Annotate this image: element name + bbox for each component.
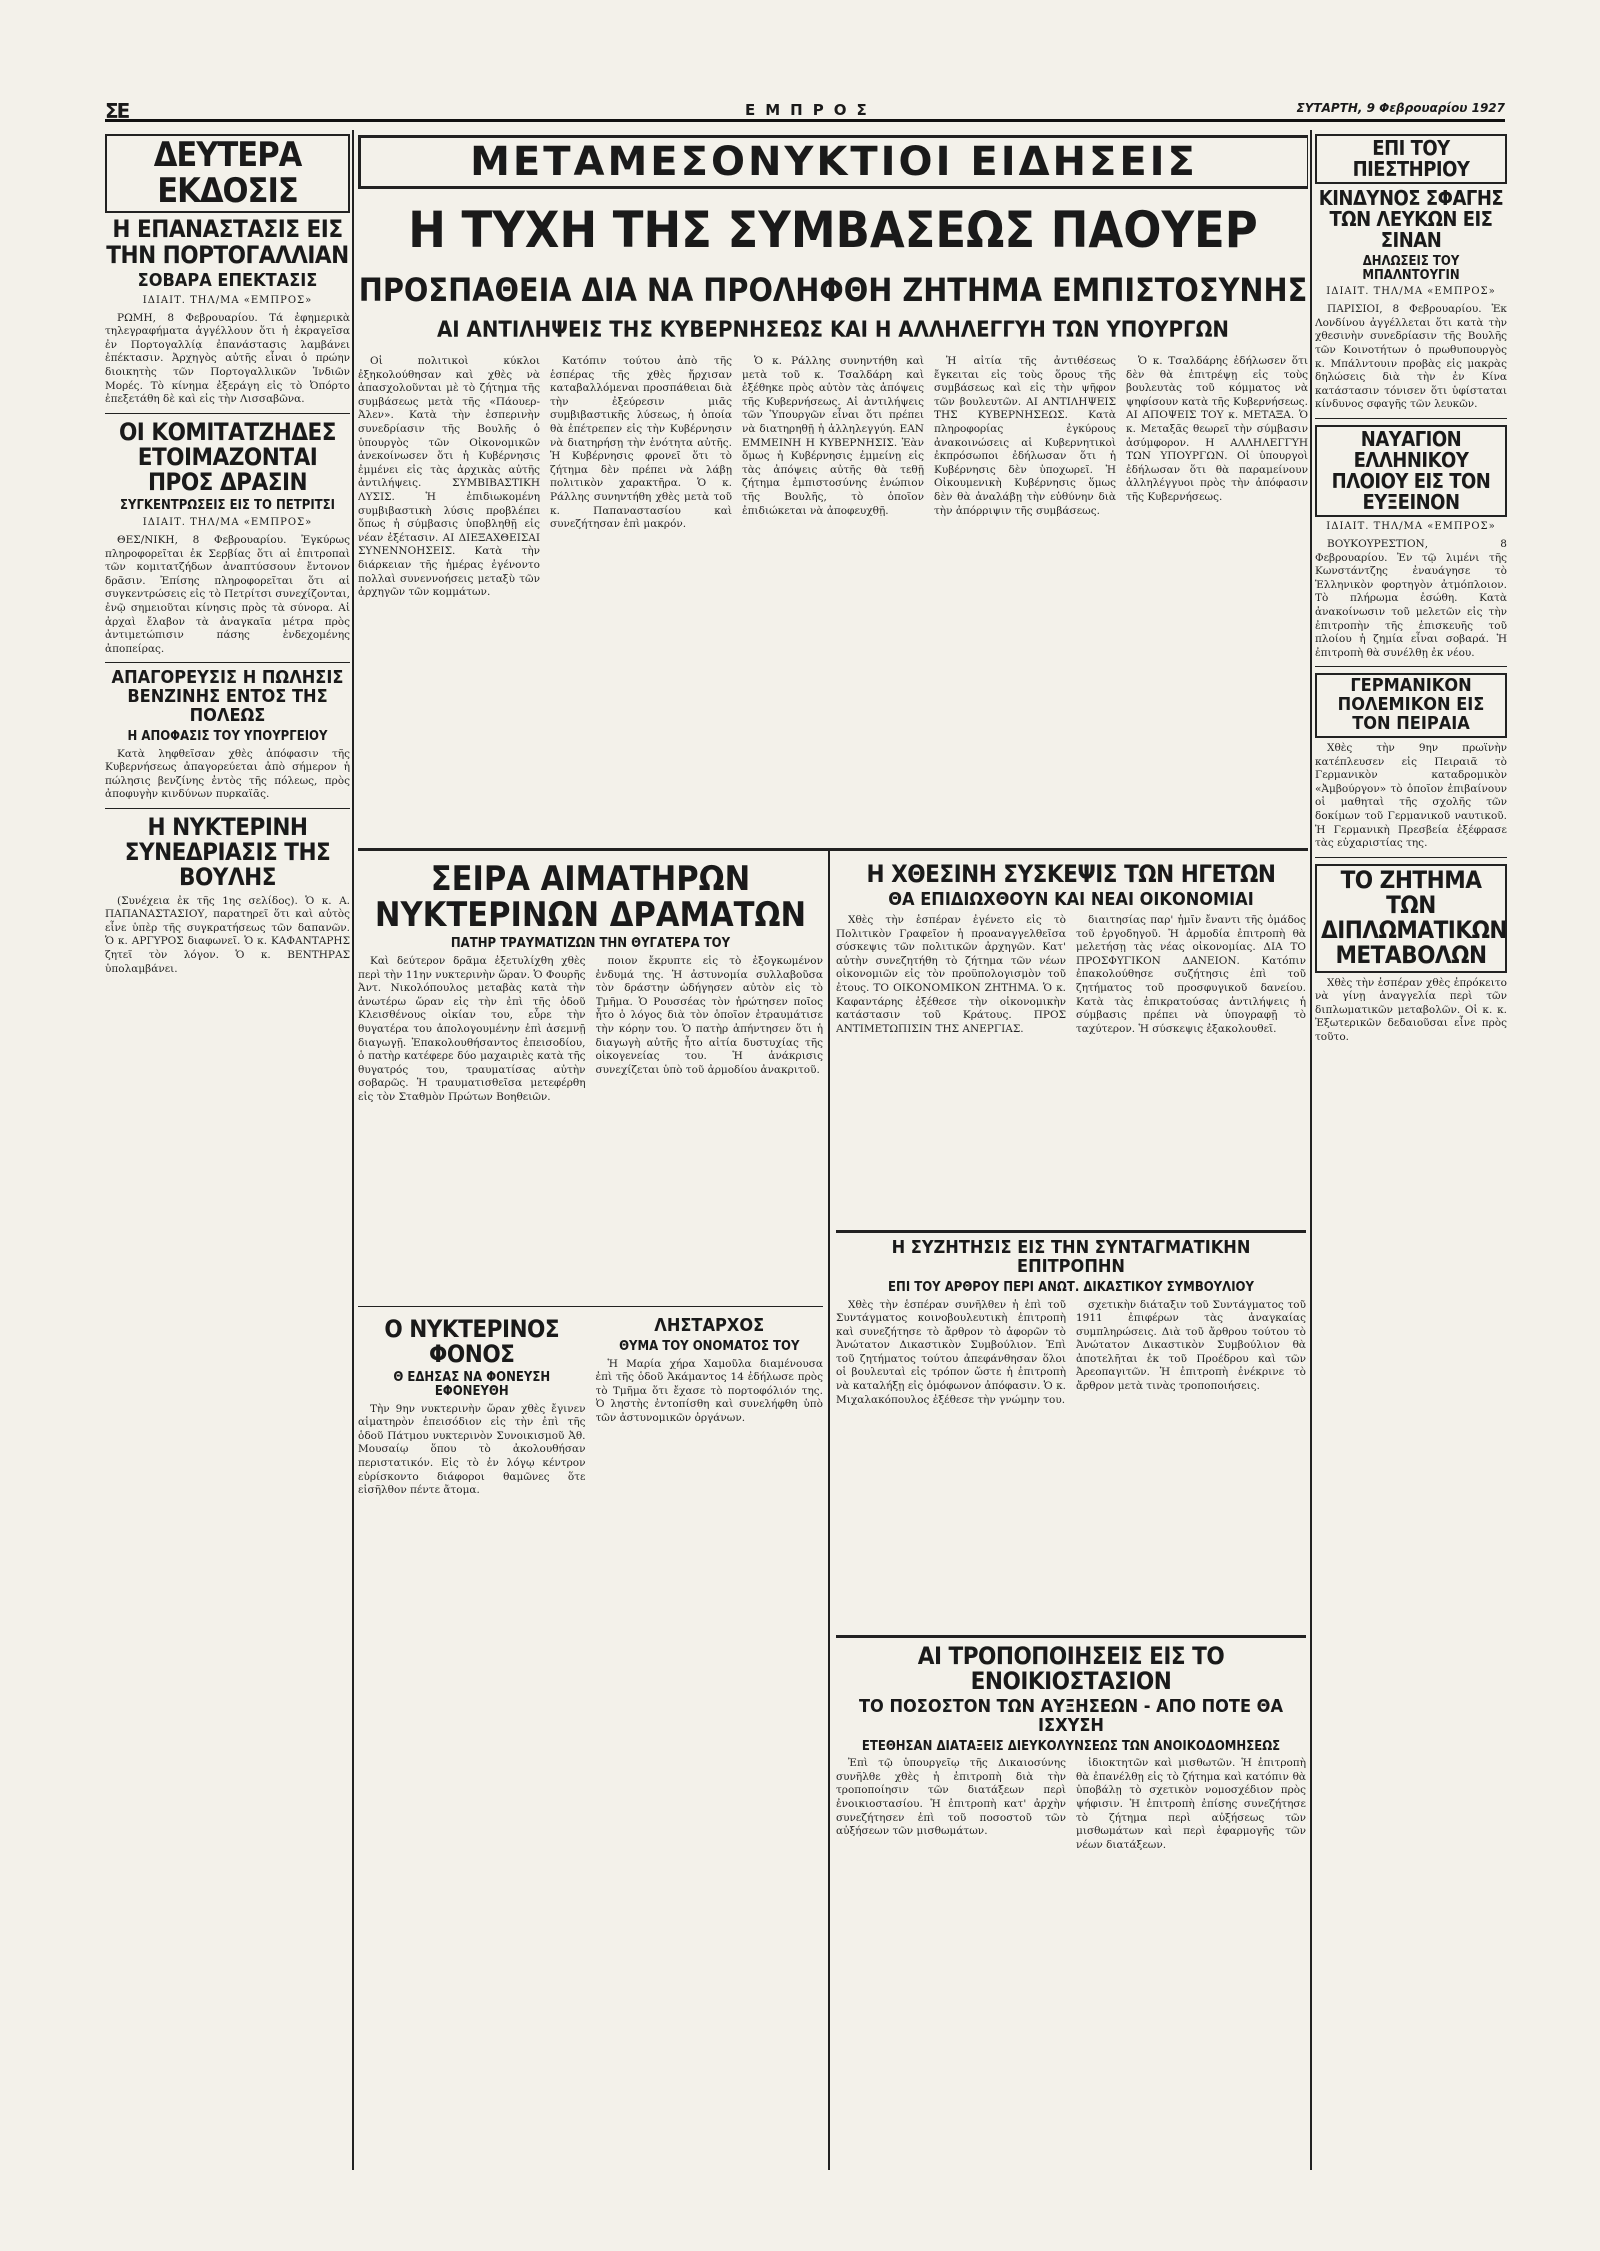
article-body: Χθὲς τὴν ἑσπέραν χθὲς ἐπρόκειτο νὰ γίνῃ ἀναγγελία περὶ τῶν διπλωματικῶν μεταβολῶν. Οἱ κ. κ. Ἐξωτερικῶν δεδαιοῦσαι εἶνε πρὸς τοῦτο. <box>1315 976 1507 1043</box>
article-title: ΑΠΑΓΟΡΕΥΣΙΣ Η ΠΩΛΗΣΙΣ ΒΕΝΖΙΝΗΣ ΕΝΤΟΣ ΤΗΣ ΠΟΛΕΩΣ <box>111 667 344 727</box>
article-meeting <box>836 858 1306 1937</box>
article-title: ΑΙ ΤΡΟΠΟΠΟΙΗΣΕΙΣ ΕΙΣ ΤΟ ΕΝΟΙΚΙΟΣΤΑΣΙΟΝ <box>917 1641 1225 1695</box>
article-body: Ὁ κ. Ράλλης συνηντήθη καὶ μετὰ τοῦ κ. Τσαλδάρη καὶ ἐξέθηκε πρὸς αὐτὸν τὰς ἀπόψεις τῆς Κυβερνήσεως. Αἱ ἀντιλήψεις τῶν Ὑπουργῶν εἶναι ὅτι πρέπει νὰ διατηρηθῇ ἡ ἀλληλεγγύη. ΕΑΝ ΕΜΜΕΙΝΗ Η ΚΥΒΕΡΝΗΣΙΣ. Ἐὰν ὅμως ἡ Κυβέρνησις ἐμμείνῃ εἰς τὰς ἀπόψεις αὐτῆς θὰ τεθῇ ζήτημα ἐμπιστοσύνης ἐνώπιον τῆς Βουλῆς, τὸ ὁποῖον ἐπιδιώκεται νὰ ἀποφευχθῇ. <box>742 355 924 517</box>
article-title: Η ΝΥΚΤΕΡΙΝΗ ΣΥΝΕΔΡΙΑΣΙΣ ΤΗΣ ΒΟΥΛΗΣ <box>124 813 331 892</box>
article-subtitle: ΔΗΛΩΣΕΙΣ ΤΟΥ ΜΠΑΛΝΤΟΥΓΙΝ <box>1362 254 1460 283</box>
right-column <box>1315 130 1507 2170</box>
article-subtitle: ΕΠΙ ΤΟΥ ΑΡΘΡΟΥ ΠΕΡΙ ΑΝΩΤ. ΔΙΚΑΣΤΙΚΟΥ ΣΥΜΒΟΥΛΙΟΥ <box>888 1279 1254 1295</box>
article-body: σχετικὴν διάταξιν τοῦ Συντάγματος τοῦ 1911 ἐπιφέρων τὰς ἀναγκαίας συμπληρώσεις. Διὰ τοῦ ἄρθρου τούτου τὸ Ἀνώτατον Δικαστικὸν Συμβούλιον θὰ ἀποτελῆται ἐκ τοῦ Προέδρου καὶ τῶν Ἀρεοπαγιτῶν. Ἡ ἐπιτροπὴ ἐνέκρινε τὸ ἄρθρον μετὰ τινὰς τροποποιήσεις. <box>1076 1298 1306 1393</box>
article-title: ΤΟ ΖΗΤΗΜΑ ΤΩΝ ΔΙΠΛΩΜΑΤΙΚΩΝ ΜΕΤΑΒΟΛΩΝ <box>1315 864 1507 973</box>
section-header: ΔΕΥΤΕΡΑ ΕΚΔΟΣΙΣ <box>105 134 350 213</box>
article-title: Ο ΝΥΚΤΕΡΙΝΟΣ ΦΟΝΟΣ <box>384 1315 560 1369</box>
article-subtitle: ΠΑΤΗΡ ΤΡΑΥΜΑΤΙΖΩΝ ΤΗΝ ΘΥΓΑΤΕΡΑ ΤΟΥ <box>450 936 731 952</box>
article-body: ΠΑΡΙΣΙΟΙ, 8 Φεβρουαρίου. Ἐκ Λονδίνου ἀγγέλλεται ὅτι κατὰ τὴν χθεσινὴν συνεδρίασιν τῆς Βουλῆς τῶν Κοινοτήτων ὁ πρωθυπουργὸς κ. Μπάλντουιν προβὰς εἰς μακρὰς δηλώσεις διὰ τὴν ἐν Κίνα κατάστασιν τόνισεν ὅτι ὑφίσταται κίνδυνος σφαγῆς τῶν λευκῶν. <box>1315 303 1507 411</box>
article-body: Ἡ Μαρία χήρα Χαμοῦλα διαμένουσα ἐπὶ τῆς ὁδοῦ Ἀκάμαντος 14 ἐδήλωσε πρὸς τὸ Τμῆμα ὅτι ἔχασε τὸ πορτοφόλιόν της. Ὁ ληστὴς ἐντοπίσθη καὶ συνελήφθη ὑπὸ τῶν ἀστυνομικῶν ὀργάνων. <box>595 1357 823 1424</box>
article-body: ἰδιοκτητῶν καὶ μισθωτῶν. Ἡ ἐπιτροπὴ θὰ ἐπανέλθῃ εἰς τὸ ζήτημα καὶ κατόπιν θὰ ὑποβάλῃ τὸ σχετικὸν νομοσχέδιον πρὸς ψήφισιν. Ἡ ἐπιτροπὴ ἐπίσης συνεζήτησε τὸ ζήτημα περὶ αὐξήσεως τῶν μισθωμάτων καὶ περὶ ἐφαρμογῆς τῶν νέων διατάξεων. <box>1076 1757 1306 1851</box>
article-title: ΛΗΣΤΑΡΧΟΣ <box>654 1315 765 1337</box>
article-title: ΓΕΡΜΑΝΙΚΟΝ ΠΟΛΕΜΙΚΟΝ ΕΙΣ ΤΟΝ ΠΕΙΡΑΙΑ <box>1315 673 1507 738</box>
article-body: ΘΕΣ/ΝΙΚΗ, 8 Φεβρουαρίου. Ἐγκύρως πληροφορεῖται ἐκ Σερβίας ὅτι αἱ ἐπιτροπαὶ τῶν κομιτατζήδων ἀναπτύσσουν ἔντονον δρᾶσιν. Ἐπίσης πληροφορεῖται ὅτι αἱ συγκεντρώσεις εἰς τὸ Πετρίτσι συνεχίζονται, ἐνῷ σημειοῦται κίνησις πρὸς τὰ σύνορα. Αἱ ἀρχαὶ ἔλαβον τὰ ἀναγκαῖα μέτρα πρὸς ἀντιμετώπισιν πάσης ἐνδεχομένης ἀποπείρας. <box>105 534 350 655</box>
left-column <box>105 130 350 2170</box>
article-body: Κατὰ ληφθεῖσαν χθὲς ἀπόφασιν τῆς Κυβερνήσεως ἀπαγορεύεται ἀπὸ σήμερον ἡ πώλησις βενζίνης ἐντὸς τῆς πόλεως, πρὸς ἀποφυγὴν κινδύνων πυρκαϊᾶς. <box>105 747 350 801</box>
article-subtitle: Η ΑΠΟΦΑΣΙΣ ΤΟΥ ΥΠΟΥΡΓΕΙΟΥ <box>127 729 328 745</box>
article-subtitle: ΣΟΒΑΡΑ ΕΠΕΚΤΑΣΙΣ <box>137 269 318 291</box>
article-byline: ΙΔΙΑΙΤ. ΤΗΛ/ΜΑ «ΕΜΠΡΟΣ» <box>1326 286 1496 298</box>
masthead <box>105 99 1505 123</box>
article-body: Οἱ πολιτικοὶ κύκλοι ἐξηκολούθησαν καὶ χθὲς νὰ ἀπασχολοῦνται μὲ τὸ ζήτημα τῆς συμβάσεως μετὰ τῆς «Πάουερ-Ἀλεν». Κατὰ τὴν ἑσπερινὴν συνεδρίασιν τῆς Βουλῆς ὁ ὑπουργὸς τῶν Οἰκονομικῶν ἀνεκοίνωσεν ὅτι ἡ Κυβέρνησις ἐμμένει εἰς τὰς ἀρχικὰς αὐτῆς ἀντιλήψεις. ΣΥΜΒΙΒΑΣΤΙΚΗ ΛΥΣΙΣ. Ἡ ἐπιδιωκομένη συμβιβαστικὴ λύσις προβλέπει ὅπως ἡ σύμβασις ὑποβληθῇ εἰς νέαν ἐξέτασιν. ΑΙ ΔΙΕΞΑΧΘΕΙΣΑΙ ΣΥΝΕΝΝΟΗΣΕΙΣ. Κατὰ τὴν διάρκειαν τῆς ἡμέρας ἐγένοντο πολλαὶ συνεννοήσεις μεταξὺ τῶν ἀρχηγῶν τῶν κομμάτων. <box>358 355 540 599</box>
article-title: Η ΕΠΑΝΑΣΤΑΣΙΣ ΕΙΣ ΤΗΝ ΠΟΡΤΟΓΑΛΛΙΑΝ <box>106 215 349 269</box>
article-body: Καὶ δεύτερον δρᾶμα ἐξετυλίχθη χθὲς περὶ τὴν 11ην νυκτερινὴν ὥραν. Ὁ Φουρῆς Ἀντ. Νικολόπουλος μεταβὰς κατὰ τὴν ἀνωτέρω ὥραν εἰς τὴν ἐπὶ τῆς ὁδοῦ Κλεισθένους οἰκίαν του, εὗρε τὴν θυγατέρα του ἀπολογουμένην ἐπὶ ἀσεμνῇ διαγωγῇ. Ἐπακολουθήσαντος ἐπεισοδίου, ὁ πατὴρ κατέφερε δύο μαχαιριὲς κατὰ τῆς θυγατρός του, τραυματίσας αὐτὴν σοβαρῶς. Ἡ τραυματισθεῖσα μετεφέρθη εἰς τὸν Σταθμὸν Πρώτων Βοηθειῶν. <box>358 955 586 1103</box>
article-byline: ΙΔΙΑΙΤ. ΤΗΛ/ΜΑ «ΕΜΠΡΟΣ» <box>142 294 313 306</box>
main-deck: ΠΡΟΣΠΑΘΕΙΑ ΔΙΑ ΝΑ ΠΡΟΛΗΦΘΗ ΖΗΤΗΜΑ ΕΜΠΙΣΤΟΣΥΝΗΣ <box>358 271 1308 309</box>
article-body: Ἐπὶ τῷ ὑπουργεῖῳ τῆς Δικαιοσύνης συνῆλθε χθὲς ἡ ἐπιτροπὴ διὰ τὴν τροποποίησιν τῶν διατάξεων περὶ ἐνοικιοστασίου. Ἡ ἐπιτροπὴ κατ' ἀρχὴν συνεζήτησεν ἐπὶ τοῦ ποσοστοῦ τῶν αὐξήσεων τῶν μισθωμάτων. <box>836 1757 1066 1838</box>
article-body: Τὴν 9ην νυκτερινὴν ὥραν χθὲς ἔγινεν αἱματηρὸν ἐπεισόδιον εἰς τὴν ἐπὶ τῆς ὁδοῦ Πάτμου νυκτερινὸν Συνοικισμοῦ Ἀθ. Μουσαίῳ ὅπου τὸ ἀκολουθήσαν περιστατικόν. Εἰς τὸ ἐν λόγῳ κέντρον εὑρίσκοντο διάφοροι θαμῶνες ὅτε εἰσῆλθον πέντε ἄτομα. <box>358 1402 586 1497</box>
article-body: Χθὲς τὴν ἑσπέραν ἐγένετο εἰς τὸ Πολιτικὸν Γραφεῖον ἡ προαναγγελθεῖσα σύσκεψις τῶν πολιτικῶν ἀρχηγῶν. Κατ' αὐτὴν συνεζητήθη τὸ ζήτημα τῶν νέων οἰκονομιῶν εἰς τὸν προϋπολογισμὸν τοῦ ἐτους. ΤΟ ΟΙΚΟΝΟΜΙΚΟΝ ΖΗΤΗΜΑ. Ὁ κ. Καφαντάρης ἐξέθεσε τὴν οἰκονομικὴν κατάστασιν τοῦ Κράτους. ΠΡΟΣ ΑΝΤΙΜΕΤΩΠΙΣΙΝ ΤΗΣ ΑΝΕΡΓΙΑΣ. <box>836 914 1066 1035</box>
article-deck: ΕΤΕΘΗΣΑΝ ΔΙΑΤΑΞΕΙΣ ΔΙΕΥΚΟΛΥΝΣΕΩΣ ΤΩΝ ΑΝΟΙΚΟΔΟΜΗΣΕΩΣ <box>861 1738 1281 1754</box>
article-subtitle: Θ ΕΔΗΣΑΣ ΝΑ ΦΟΝΕΥΣΗ ΕΦΟΝΕΥΘΗ <box>393 1370 551 1400</box>
section-header: ΕΠΙ ΤΟΥ ΠΙΕΣΤΗΡΙΟΥ <box>1315 134 1507 184</box>
main-headline: Η ΤΥΧΗ ΤΗΣ ΣΥΜΒΑΣΕΩΣ ΠΑΟΥΕΡ <box>408 201 1258 259</box>
masthead-left: ΣΕ <box>105 99 129 123</box>
article-body: Ὁ κ. Τσαλδάρης ἐδήλωσεν ὅτι δὲν θὰ ἐπιτρέψῃ εἰς τοὺς βουλευτὰς τοῦ κόμματος νὰ ψηφίσουν κατὰ τῆς Κυβερνήσεως. ΑΙ ΑΠΟΨΕΙΣ ΤΟΥ κ. ΜΕΤΑΞΑ. Ὁ κ. Μεταξᾶς θεωρεῖ τὴν σύμβασιν ἀσύμφορον. Η ΑΛΛΗΛΕΓΓΥΗ ΤΩΝ ΥΠΟΥΡΓΩΝ. Οἱ ὑπουργοὶ ἐδήλωσαν ὅτι θὰ παραμείνουν ἀλληλέγγυοι πρὸς τὴν ἀπόφασιν τῆς Κυβερνήσεως. <box>1126 355 1308 503</box>
article-title: Η ΣΥΖΗΤΗΣΙΣ ΕΙΣ ΤΗΝ ΣΥΝΤΑΓΜΑΤΙΚΗΝ ΕΠΙΤΡΟΠΗΝ <box>891 1237 1251 1277</box>
main-subdeck: ΑΙ ΑΝΤΙΛΗΨΕΙΣ ΤΗΣ ΚΥΒΕΡΝΗΣΕΩΣ ΚΑΙ Η ΑΛΛΗΛΕΓΓΥΗ ΤΩΝ ΥΠΟΥΡΓΩΝ <box>436 318 1229 343</box>
article-byline: ΙΔΙΑΙΤ. ΤΗΛ/ΜΑ «ΕΜΠΡΟΣ» <box>1326 521 1496 533</box>
section-banner: ΜΕΤΑΜΕΣΟΝΥΚΤΙΟΙ ΕΙΔΗΣΕΙΣ <box>358 135 1308 189</box>
column-rule <box>1310 130 1312 2170</box>
article-title: Η ΧΘΕΣΙΝΗ ΣΥΣΚΕΨΙΣ ΤΩΝ ΗΓΕΤΩΝ <box>866 860 1276 888</box>
article-body: ΒΟΥΚΟΥΡΕΣΤΙΟΝ, 8 Φεβρουαρίου. Ἐν τῷ λιμένι τῆς Κωνστάντζης ἐναυάγησε τὸ Ἑλληνικὸν φορτηγὸν ἀτμόπλοιον. Τὸ πλήρωμα ἐσώθη. Κατὰ ἀνακοίνωσιν τοῦ μελετῶν εἰς τὴν ἐπιτροπὴν τῆς ἐπισκευῆς τοῦ πλοίου ἡ ζημία εἶναι σοβαρά. Ἡ ἐπιτροπὴ θὰ συνέλθῃ ἐκ νέου. <box>1315 538 1507 659</box>
article-body: Κατόπιν τούτου ἀπὸ τῆς ἑσπέρας τῆς χθὲς ἤρχισαν καταβαλλόμεναι προσπάθειαι διὰ τὴν ἐξεύρεσιν μιᾶς συμβιβαστικῆς λύσεως, ἡ ὁποία θὰ ἐπέτρεπεν εἰς τὴν Κυβέρνησιν νὰ διατηρήσῃ τὴν ἑνότητα αὐτῆς. Ἡ Κυβέρνησις φρονεῖ ὅτι τὸ ζήτημα δὲν πρέπει νὰ λάβῃ πολιτικὸν χαρακτῆρα. Ὁ κ. Ράλλης συνηντήθη χθὲς μετὰ τοῦ κ. Παπαναστασίου καὶ συνεζήτησαν ἐπὶ μακρόν. <box>550 355 732 531</box>
article-dramas <box>358 858 823 1783</box>
article-title: ΚΙΝΔΥΝΟΣ ΣΦΑΓΗΣ ΤΩΝ ΛΕΥΚΩΝ ΕΙΣ ΣΙΝΑΝ <box>1318 186 1504 252</box>
article-body: Ἡ αἰτία τῆς ἀντιθέσεως ἔγκειται εἰς τοὺς ὅρους τῆς συμβάσεως καὶ εἰς τὴν ψῆφον τῶν βουλευτῶν. ΑΙ ΑΝΤΙΛΗΨΕΙΣ ΤΗΣ ΚΥΒΕΡΝΗΣΕΩΣ. Κατὰ πληροφορίας ἐγκύρους ἀνακοινώσεις αἱ Κυβερνητικοὶ ἐκπρόσωποι ἐδήλωσαν ὅτι ἡ Κυβέρνησις δὲν ὑποχωρεῖ. Ἡ Οἰκουμενικὴ Κυβέρνησις ὅμως δὲν θὰ ἀναλάβῃ τὴν εὐθύνην διὰ τὴν ἀπόρριψιν τῆς συμβάσεως. <box>934 355 1116 517</box>
article-byline: ΙΔΙΑΙΤ. ΤΗΛ/ΜΑ «ΕΜΠΡΟΣ» <box>142 517 313 528</box>
lead-story <box>358 355 1308 845</box>
article-subtitle: ΣΥΓΚΕΝΤΡΩΣΕΙΣ ΕΙΣ ΤΟ ΠΕΤΡΙΤΣΙ <box>119 498 336 514</box>
article-title: ΝΑΥΑΓΙΟΝ ΕΛΛΗΝΙΚΟΥ ΠΛΟΙΟΥ ΕΙΣ ΤΟΝ ΕΥΞΕΙΝΟΝ <box>1315 425 1507 517</box>
center-section <box>358 130 1308 2170</box>
masthead-title: ΕΜΠΡΟΣ <box>745 101 877 119</box>
article-title: ΣΕΙΡΑ ΑΙΜΑΤΗΡΩΝ ΝΥΚΤΕΡΙΝΩΝ ΔΡΑΜΑΤΩΝ <box>374 859 807 935</box>
article-subtitle: ΘΥΜΑ ΤΟΥ ΟΝΟΜΑΤΟΣ ΤΟΥ <box>619 1338 800 1354</box>
article-body: (Συνέχεια ἐκ τῆς 1ης σελίδος). Ὁ κ. Α. ΠΑΠΑΝΑΣΤΑΣΙΟΥ, παρατηρεῖ ὅτι καὶ αὐτὸς εἶνε ὑπὲρ τῆς συγκρατήσεως τῶν δαπανῶν. Ὁ κ. ΑΡΓΥΡΟΣ διαφωνεῖ. Ὁ κ. ΚΑΦΑΝΤΑΡΗΣ ζητεῖ τὸν λόγον. Ὁ κ. ΒΕΝΤΗΡΑΣ ὑπολαμβάνει. <box>105 894 350 975</box>
article-title: ΟΙ ΚΟΜΙΤΑΤΖΗΔΕΣ ΕΤΟΙΜΑΖΟΝΤΑΙ ΠΡΟΣ ΔΡΑΣΙΝ <box>118 417 337 497</box>
article-body: ποιον ἔκρυπτε εἰς τὸ ἐξογκωμένον ἐνδυμά της. Ἡ ἀστυνομία συλλαβοῦσα τὸν δράστην ὡδήγησεν αὐτὸν εἰς τὸ Τμῆμα. Ὁ Ρουσσέας τὸν ἠρώτησεν ποῖος ἦτο ὁ λόγος διὰ τὸν ὁποῖον ἐτραυμάτισε τὴν κόρην του. Ὁ πατὴρ ἀπήντησεν ὅτι ἡ διαγωγὴ αὐτῆς ἦτο αἰτία δυστυχίας τῆς οἰκογενείας του. Ἡ ἀνάκρισις συνεχίζεται ὑπὸ τοῦ ἀρμοδίου ἀνακριτοῦ. <box>595 955 823 1076</box>
masthead-date: ΣΥΤΑΡΤΗ, 9 Φεβρουαρίου 1927 <box>1296 101 1505 115</box>
article-subtitle: ΤΟ ΠΟΣΟΣΤΟΝ ΤΩΝ ΑΥΞΗΣΕΩΝ - ΑΠΟ ΠΟΤΕ ΘΑ ΙΣΧΥΣΗ <box>859 1695 1283 1736</box>
article-subtitle: ΘΑ ΕΠΙΔΙΩΧΘΟΥΝ ΚΑΙ ΝΕΑΙ ΟΙΚΟΝΟΜΙΑΙ <box>888 889 1254 911</box>
article-body: Χθὲς τὴν ἑσπέραν συνῆλθεν ἡ ἐπὶ τοῦ Συντάγματος κοινοβουλευτικὴ ἐπιτροπὴ καὶ συνεζήτησε τὸ ἄρθρον τὸ ἀφορῶν τὸ Ἀνώτατον Δικαστικὸν Συμβούλιον. Ἐπὶ τοῦ ζητήματος τούτου ἀπεφάνθησαν ὅλοι οἱ βουλευταὶ εἰς τρόπον ὥστε ἡ ἐπιτροπὴ νὰ καταλήξῃ εἰς ὁμόφωνον ἀπόφασιν. Ὁ κ. Μιχαλακόπουλος ἐξέθεσε τὴν γνώμην του. <box>836 1298 1066 1406</box>
article-body: Χθὲς τὴν 9ην πρωϊνὴν κατέπλευσεν εἰς Πειραιᾶ τὸ Γερμανικὸν καταδρομικὸν «Ἀμβούργον» τὸ ὁποῖον ἐπιβαίνουν οἱ μαθηταὶ τῆς σχολῆς τῶν δοκίμων τοῦ Γερμανικοῦ ναυτικοῦ. Ἡ Γερμανικὴ Πρεσβεία ἐξέφρασε τὰς εὐχαριστίας της. <box>1315 742 1507 850</box>
column-rule <box>352 130 354 2170</box>
article-body: διαιτησίας παρ' ἡμῖν ἔναντι τῆς ὁμάδος τοῦ ἐργοδηγοῦ. Ἡ ἀρμοδία ἐπιτροπὴ θὰ μελετήσῃ τὰς νέας οἰκονομίας. ΔΙΑ ΤΟ ΠΡΟΣΦΥΓΙΚΟΝ ΔΑΝΕΙΟΝ. Κατόπιν ἐπακολούθησε συζήτησις ἐπὶ τοῦ ζητήματος τοῦ προσφυγικοῦ δανείου. Κατὰ τὰς ἐπικρατούσας ἀντιλήψεις ἡ σύμβασις πρέπει νὰ ὑπογραφῇ τὸ ταχύτερον. Ἡ σύσκεψις ἐξακολουθεῖ. <box>1076 914 1306 1035</box>
article-body: ΡΩΜΗ, 8 Φεβρουαρίου. Τά ἐφημερικὰ τηλεγραφήματα ἀγγέλλουν ὅτι ἡ ἐκραγεῖσα ἐν Πορτογαλλίᾳ ἐπανάστασις λαμβάνει ἐπέκτασιν. Ἀρχηγὸς αὐτῆς εἶναι ὁ πρώην διοικητὴς τῶν Πορτογαλλικῶν Ἰνδιῶν Μορές. Τὸ κίνημα ἐξεράγη εἰς τὸ Ὀπόρτο ἐπεξετάθη δὲ καὶ εἰς τὴν Λισσαβῶνα. <box>105 311 350 406</box>
